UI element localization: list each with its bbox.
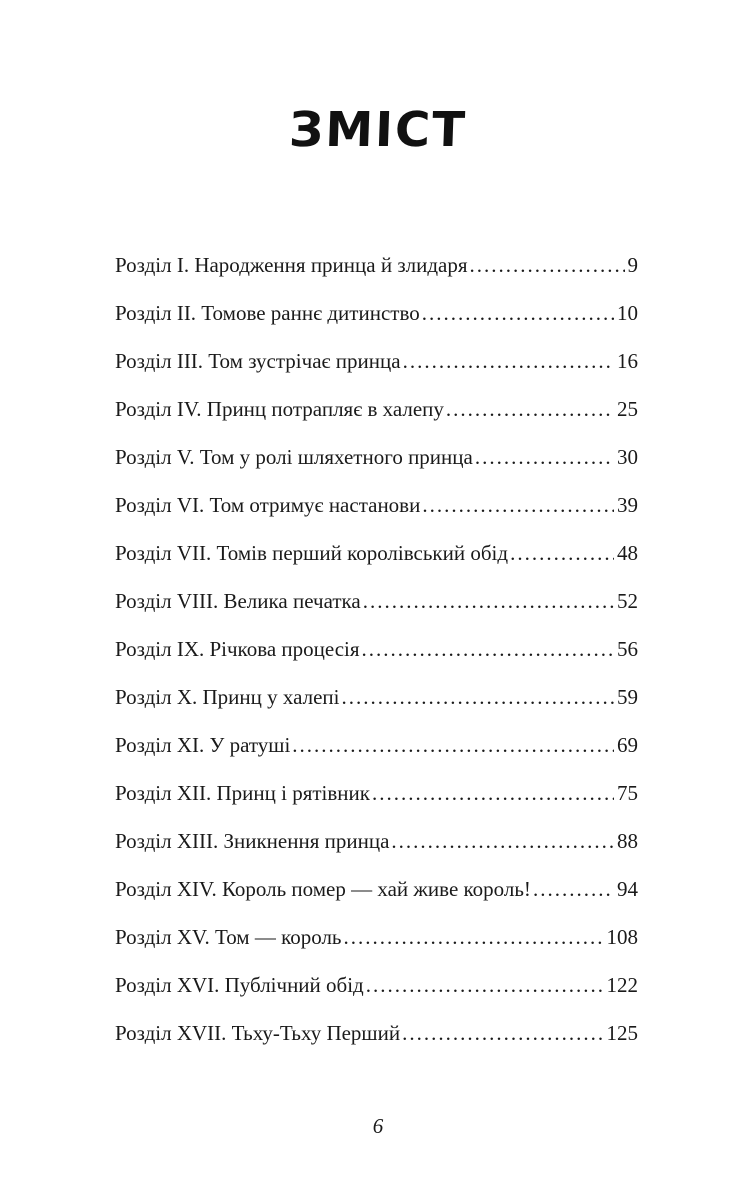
folio-page-number: 6 — [372, 1114, 384, 1138]
page-title: ЗМІСТ — [288, 102, 468, 158]
toc-entry — [115, 396, 638, 421]
toc-entry — [115, 348, 638, 373]
toc-entry — [115, 540, 638, 565]
toc-entry — [115, 828, 638, 853]
toc-entry-label: Розділ X. Принц у халепі — [115, 684, 340, 709]
dot-leader — [510, 543, 614, 564]
toc-entry — [115, 972, 638, 997]
dot-leader — [422, 303, 614, 324]
toc-entry — [115, 1020, 638, 1045]
toc-entry-page: 56 — [617, 636, 638, 661]
toc-entry — [115, 636, 638, 661]
toc-entry — [115, 780, 638, 805]
dot-leader — [403, 351, 614, 372]
toc-entry-label: Розділ V. Том у ролі шляхетного принца — [115, 444, 473, 469]
toc-entry — [115, 876, 638, 901]
toc-entry-label: Розділ XVI. Публічний обід — [115, 972, 364, 997]
toc-entry-label: Розділ VIII. Велика печатка — [115, 588, 361, 613]
toc-entry-label: Розділ II. Томове раннє дитинство — [115, 300, 420, 325]
dot-leader — [362, 639, 614, 660]
toc-entry-label: Розділ XI. У ратуші — [115, 732, 291, 757]
toc-entry-page: 30 — [617, 444, 638, 469]
toc-list — [115, 252, 638, 1045]
toc-entry — [115, 252, 638, 277]
toc-entry — [115, 492, 638, 517]
dot-leader — [363, 591, 614, 612]
toc-entry-page: 9 — [627, 252, 638, 277]
dot-leader — [366, 975, 604, 996]
toc-entry — [115, 300, 638, 325]
toc-entry-label: Розділ XV. Том — король — [115, 924, 342, 949]
toc-entry-label: Розділ XIV. Король помер — хай живе король! — [115, 876, 531, 901]
toc-entry-page: 52 — [617, 588, 638, 613]
dot-leader — [470, 255, 625, 276]
dot-leader — [402, 1023, 603, 1044]
toc-entry-label: Розділ VI. Том отримує настанови — [115, 492, 421, 517]
toc-entry — [115, 444, 638, 469]
toc-entry-page: 75 — [617, 780, 638, 805]
dot-leader — [533, 879, 614, 900]
dot-leader — [292, 735, 614, 756]
toc-entry — [115, 588, 638, 613]
dot-leader — [475, 447, 614, 468]
toc-entry-label: Розділ XII. Принц і рятівник — [115, 780, 370, 805]
toc-entry-label: Розділ XVII. Тьху-Тьху Перший — [115, 1020, 401, 1045]
toc-entry-page: 59 — [617, 684, 638, 709]
toc-entry-label: Розділ VII. Томів перший королівський обід — [115, 540, 509, 565]
toc-entry-page: 94 — [617, 876, 638, 901]
toc-entry-page: 25 — [617, 396, 638, 421]
toc-entry-page: 125 — [606, 1020, 638, 1045]
toc-entry-page: 122 — [606, 972, 638, 997]
toc-entry-page: 39 — [617, 492, 638, 517]
toc-entry-label: Розділ I. Народження принца й злидаря — [115, 252, 468, 277]
dot-leader — [344, 927, 604, 948]
dot-leader — [391, 831, 614, 852]
dot-leader — [422, 495, 614, 516]
toc-entry-page: 10 — [617, 300, 638, 325]
toc-entry-label: Розділ III. Том зустрічає принца — [115, 348, 401, 373]
toc-entry-label: Розділ IX. Річкова процесія — [115, 636, 360, 661]
toc-entry-page: 69 — [617, 732, 638, 757]
dot-leader — [341, 687, 614, 708]
toc-entry-page: 108 — [606, 924, 638, 949]
toc-entry — [115, 732, 638, 757]
toc-entry — [115, 684, 638, 709]
toc-entry-page: 88 — [617, 828, 638, 853]
toc-entry-label: Розділ XIII. Зникнення принца — [115, 828, 390, 853]
toc-entry-label: Розділ IV. Принц потрапляє в халепу — [115, 396, 444, 421]
toc-entry — [115, 924, 638, 949]
toc-entry-page: 16 — [617, 348, 638, 373]
toc-entry-page: 48 — [617, 540, 638, 565]
dot-leader — [372, 783, 614, 804]
dot-leader — [446, 399, 614, 420]
